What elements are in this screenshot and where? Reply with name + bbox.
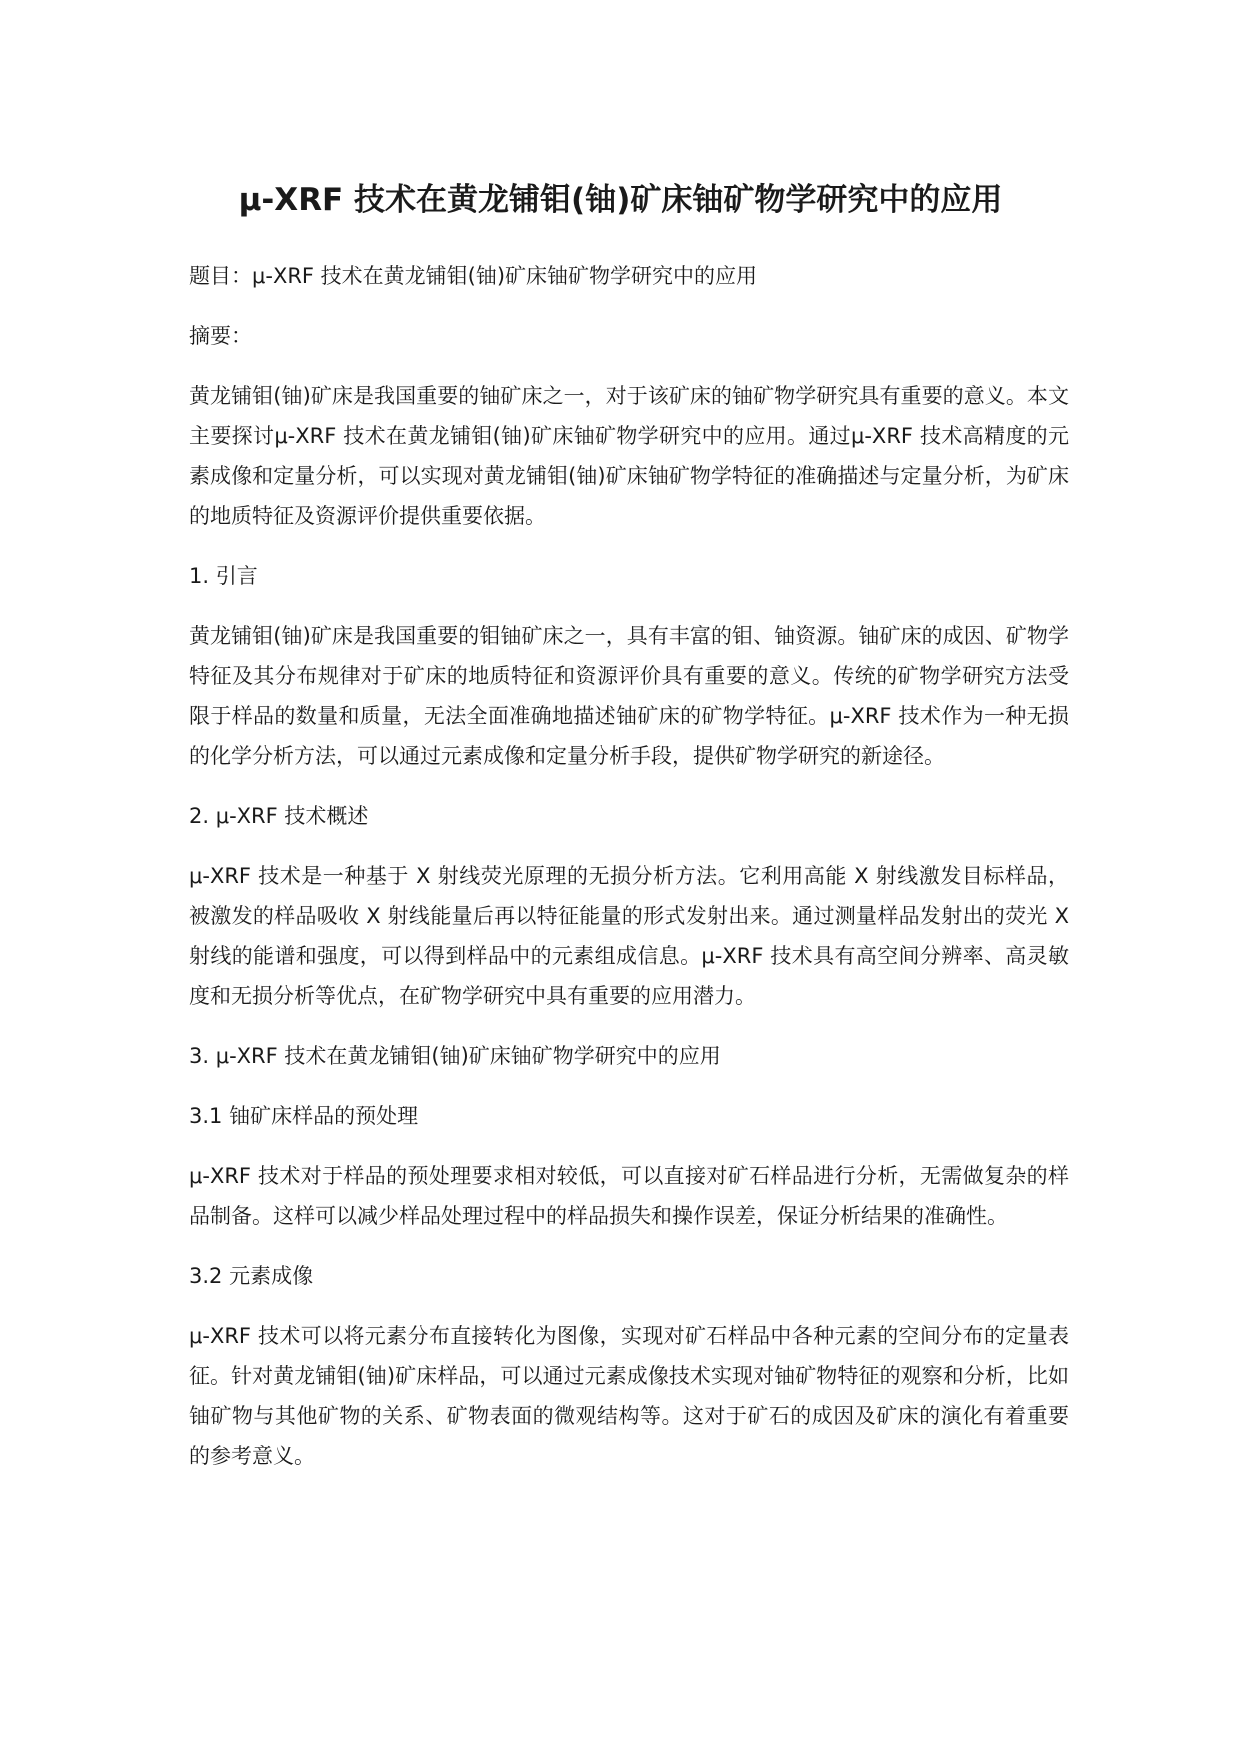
subject-line: 题目：μ-XRF 技术在黄龙铺钼(铀)矿床铀矿物学研究中的应用 (189, 264, 758, 288)
abstract-text: 黄龙铺钼(铀)矿床是我国重要的铀矿床之一，对于该矿床的铀矿物学研究具有重要的意义。本文主要探讨μ-XRF 技术在黄龙铺钼(铀)矿床铀矿物学研究中的应用。通过μ-XRF 技术高精度的元素成像和定量分析，可以实现对黄龙铺钼(铀)矿床铀矿物学特征的准确描述与定量分析，为矿床的地质特征及资源评价提供重要依据。 (189, 384, 1069, 528)
abstract-label: 摘要： (189, 324, 252, 348)
section-text-imaging: μ-XRF 技术可以将元素分布直接转化为图像，实现对矿石样品中各种元素的空间分布的定量表征。针对黄龙铺钼(铀)矿床样品，可以通过元素成像技术实现对铀矿物特征的观察和分析，比如铀矿物与其他矿物的关系、矿物表面的微观结构等。这对于矿石的成因及矿床的演化有着重要的参考意义。 (189, 1324, 1069, 1468)
document-title: μ-XRF 技术在黄龙铺钼(铀)矿床铀矿物学研究中的应用 (238, 182, 1003, 218)
section-heading-application: 3. μ-XRF 技术在黄龙铺钼(铀)矿床铀矿物学研究中的应用 (189, 1044, 721, 1068)
section-text-pretreatment: μ-XRF 技术对于样品的预处理要求相对较低，可以直接对矿石样品进行分析，无需做复杂的样品制备。这样可以减少样品处理过程中的样品损失和操作误差，保证分析结果的准确性。 (189, 1164, 1069, 1228)
section-heading-pretreatment: 3.1 铀矿床样品的预处理 (189, 1104, 419, 1128)
document-body (189, 256, 1069, 1496)
section-text-introduction: 黄龙铺钼(铀)矿床是我国重要的钼铀矿床之一，具有丰富的钼、铀资源。铀矿床的成因、矿物学特征及其分布规律对于矿床的地质特征和资源评价具有重要的意义。传统的矿物学研究方法受限于样品的数量和质量，无法全面准确地描述铀矿床的矿物学特征。μ-XRF 技术作为一种无损的化学分析方法，可以通过元素成像和定量分析手段，提供矿物学研究的新途径。 (189, 624, 1069, 768)
section-heading-overview: 2. μ-XRF 技术概述 (189, 804, 369, 828)
section-text-overview: μ-XRF 技术是一种基于 X 射线荧光原理的无损分析方法。它利用高能 X 射线激发目标样品，被激发的样品吸收 X 射线能量后再以特征能量的形式发射出来。通过测量样品发射出的荧光 X 射线的能谱和强度，可以得到样品中的元素组成信息。μ-XRF 技术具有高空间分辨率、高灵敏度和无损分析等优点，在矿物学研究中具有重要的应用潜力。 (189, 864, 1069, 1008)
section-heading-imaging: 3.2 元素成像 (189, 1264, 314, 1288)
section-heading-introduction: 1. 引言 (189, 564, 258, 588)
